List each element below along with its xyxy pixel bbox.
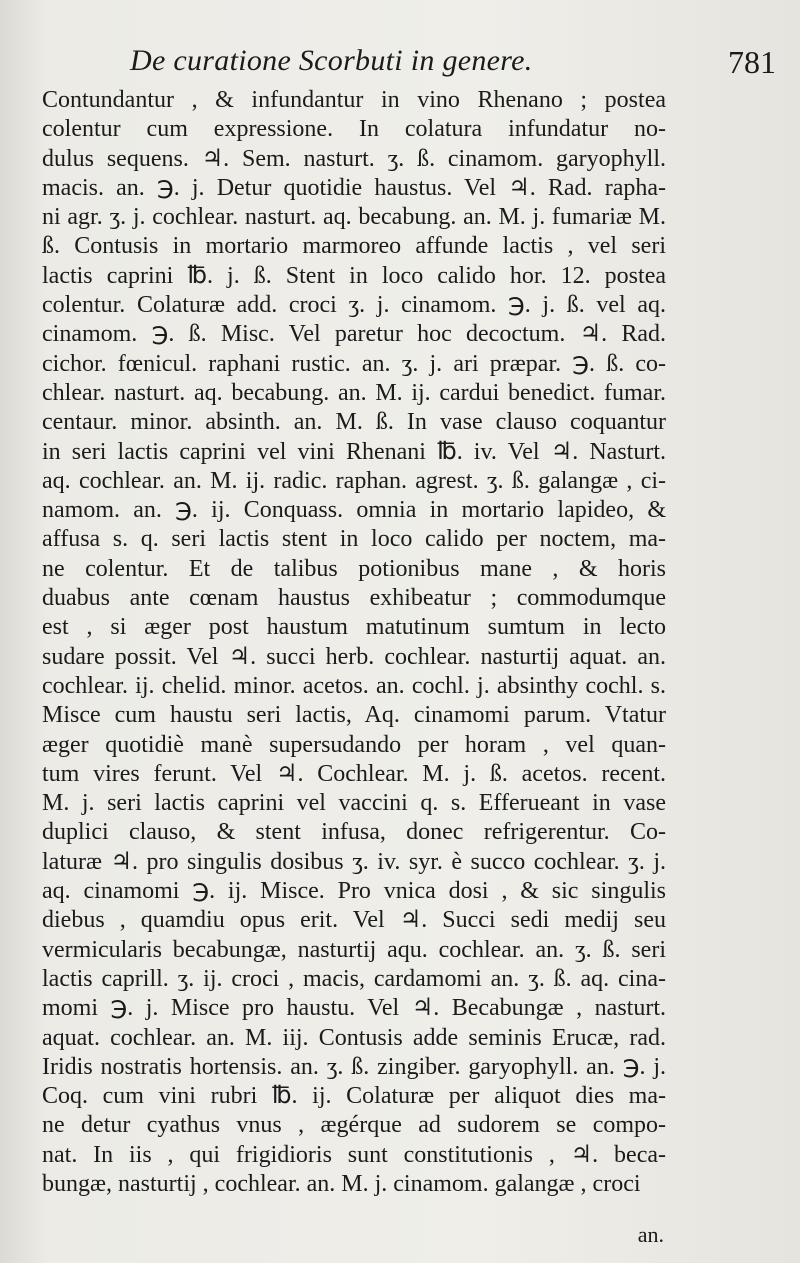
text-line: M. j. seri lactis caprini vel vaccini q. s. Efferueant in vase (42, 790, 666, 817)
text-line: ni agr. ʒ. j. cochlear. nasturt. aq. becabung. an. M. j. fumariæ M. (42, 204, 666, 231)
text-line: Iridis nostratis hortensis. an. ʒ. ß. zingiber. garyophyll. an. ℈. j. (42, 1053, 666, 1080)
text-line: bungæ, nasturtij , cochlear. an. M. j. cinamom. galangæ , croci (42, 1170, 641, 1197)
body-text (42, 86, 666, 1199)
text-line: lactis caprini ℔. j. ß. Stent in loco calido hor. 12. postea (42, 262, 666, 289)
text-line: duplici clauso, & stent infusa, donec refrigerentur. Co- (42, 819, 666, 846)
text-line: lactis caprill. ʒ. ij. croci , macis, cardamomi an. ʒ. ß. aq. cina- (42, 965, 666, 992)
text-line: dulus sequens. ♃. Sem. nasturt. ʒ. ß. cinamom. garyophyll. (42, 145, 666, 172)
text-line: laturæ ♃. pro singulis dosibus ʒ. iv. syr. è succo cochlear. ʒ. j. (42, 848, 666, 875)
page-header (130, 44, 780, 84)
text-line: momi ℈. j. Misce pro haustu. Vel ♃. Becabungæ , nasturt. (42, 995, 666, 1022)
text-line: Misce cum haustu seri lactis, Aq. cinamomi parum. Vtatur (42, 702, 666, 729)
text-line: aq. cinamomi ℈. ij. Misce. Pro vnica dosi , & sic singulis (42, 878, 666, 905)
text-line: colentur cum expressione. In colatura infundatur no- (42, 116, 666, 143)
text-line: namom. an. ℈. ij. Conquass. omnia in mortario lapideo, & (42, 497, 666, 524)
text-line: centaur. minor. absinth. an. M. ß. In vase clauso coquantur (42, 409, 666, 436)
catchword: an. (637, 1222, 664, 1247)
text-line: vermicularis becabungæ, nasturtij aqu. cochlear. an. ʒ. ß. seri (42, 936, 666, 963)
text-line: in seri lactis caprini vel vini Rhenani ℔. iv. Vel ♃. Nasturt. (42, 438, 666, 465)
running-title: De curatione Scorbuti in genere. (130, 44, 533, 77)
text-line: ß. Contusis in mortario marmoreo affunde lactis , vel seri (42, 233, 666, 260)
text-line: nat. In iis , qui frigidioris sunt constitutionis , ♃. beca- (42, 1141, 666, 1168)
text-line: cochlear. ij. chelid. minor. acetos. an. cochl. j. absinthy cochl. s. (42, 672, 666, 699)
text-line: Contundantur , & infundantur in vino Rhenano ; postea (42, 87, 666, 113)
text-line: Coq. cum vini rubri ℔. ij. Colaturæ per aliquot dies ma- (42, 1083, 666, 1110)
text-line: affusa s. q. seri lactis stent in loco calido per noctem, ma- (42, 526, 666, 553)
text-line: aq. cochlear. an. M. ij. radic. raphan. agrest. ʒ. ß. galangæ , ci- (42, 467, 666, 494)
text-line: cinamom. ℈. ß. Misc. Vel paretur hoc decoctum. ♃. Rad. (42, 321, 666, 348)
text-line: ne colentur. Et de talibus potionibus mane , & horis (42, 555, 666, 582)
text-line: cichor. fœnicul. raphani rustic. an. ʒ. j. ari præpar. ℈. ß. co- (42, 350, 666, 377)
text-line: duabus ante cœnam haustus exhibeatur ; commodumque (42, 585, 666, 612)
text-line: diebus , quamdiu opus erit. Vel ♃. Succi sedi medij seu (42, 907, 666, 934)
text-line: ne detur cyathus vnus , ægérque ad sudorem se compo- (42, 1112, 666, 1139)
text-line: colentur. Colaturæ add. croci ʒ. j. cinamom. ℈. j. ß. vel aq. (42, 292, 666, 319)
text-line: aquat. cochlear. an. M. iij. Contusis adde seminis Erucæ, rad. (42, 1024, 666, 1051)
text-line: est , si æger post haustum matutinum sumtum in lecto (42, 614, 666, 641)
text-line: tum vires ferunt. Vel ♃. Cochlear. M. j. ß. acetos. recent. (42, 760, 666, 787)
text-line: chlear. nasturt. aq. becabung. an. M. ij. cardui benedict. fumar. (42, 379, 666, 406)
text-line: æger quotidiè manè supersudando per horam , vel quan- (42, 731, 666, 758)
page-number: 781 (728, 44, 776, 80)
text-line: macis. an. ℈. j. Detur quotidie haustus. Vel ♃. Rad. rapha- (42, 174, 666, 201)
text-line: sudare possit. Vel ♃. succi herb. cochlear. nasturtij aquat. an. (42, 643, 666, 670)
